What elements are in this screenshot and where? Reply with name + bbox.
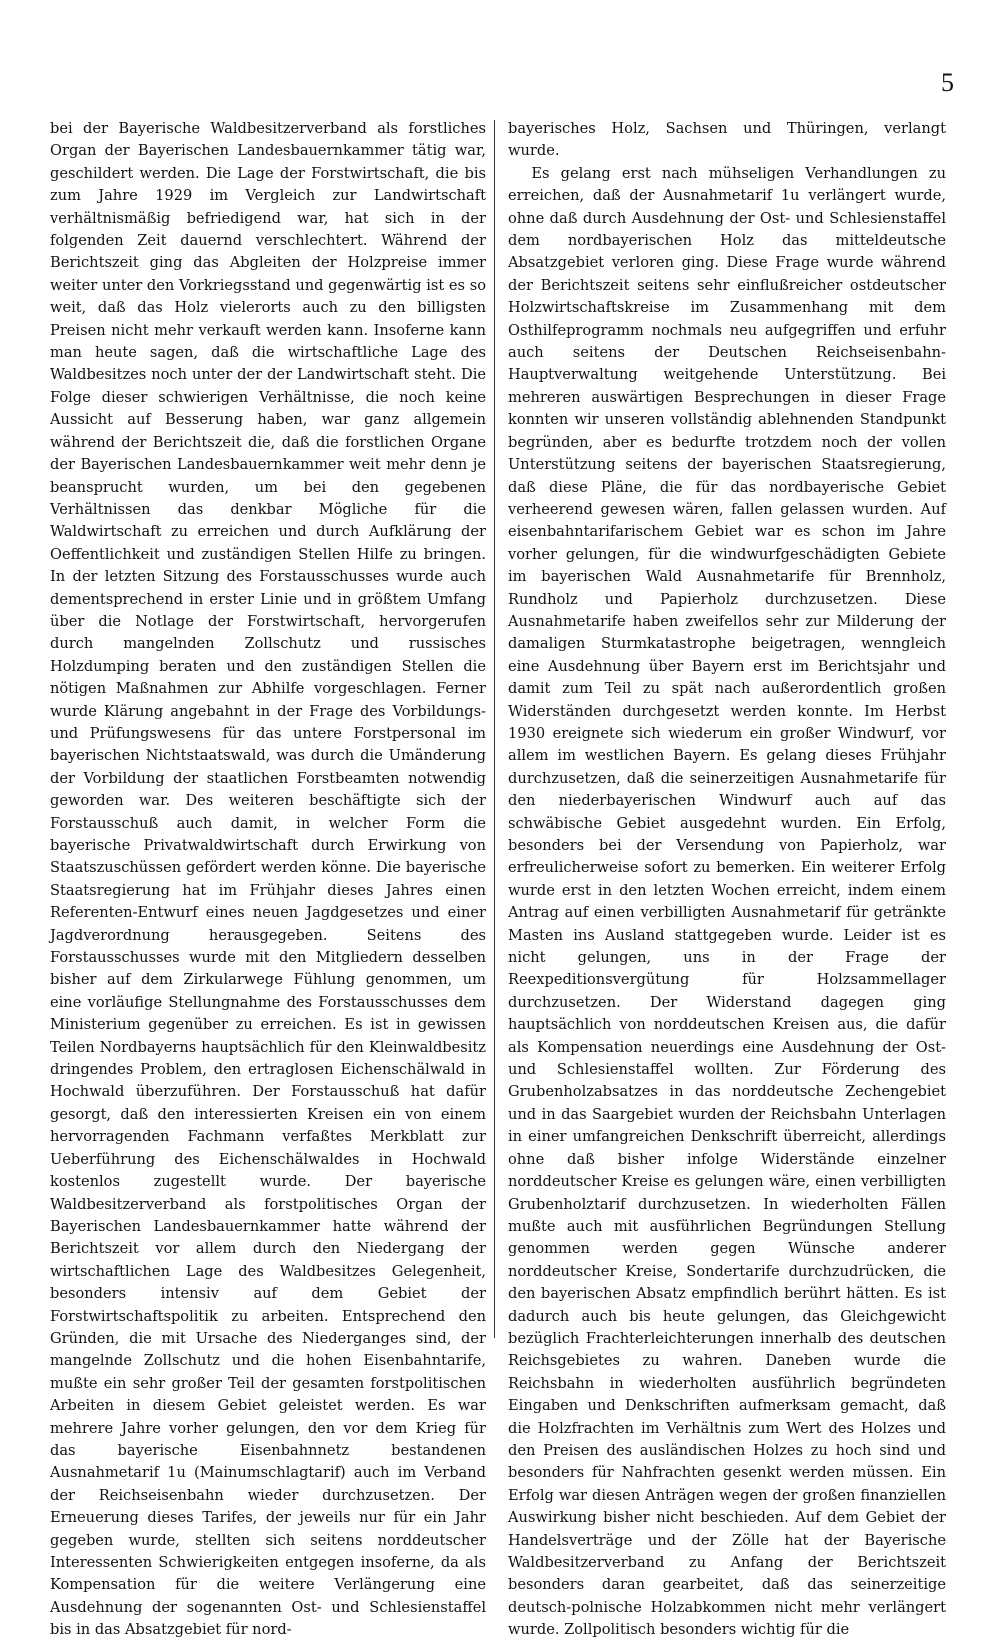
page-number: 5: [941, 68, 954, 97]
right-paragraph-1: bayerisches Holz, Sachsen und Thüringen, verlangt wurde.: [508, 120, 946, 160]
right-text-column: [508, 118, 946, 1639]
right-paragraph-2: Es gelang erst nach mühseligen Verhandlungen zu erreichen, daß der Ausnahmetarif 1u verlängert wurde, ohne daß durch Ausdehnung der Ost- und Schlesienstaffel dem nordbayerischen Holz das mitteldeutsche Absatzgebiet verloren ging. Diese Frage wurde während der Berichtszeit seitens sehr einflußreicher ostdeutscher Holzwirtschaftskreise im Zusammenhang mit dem Osthilfeprogramm nochmals neu aufgegriffen und erfuhr auch seitens der Deutschen Reichseisenbahn-Hauptverwaltung weitgehende Unterstützung. Bei mehreren auswärtigen Besprechungen in dieser Frage konnten wir unseren vollständig ablehnenden Standpunkt begründen, aber es bedurfte trotzdem noch der vollen Unterstützung seitens der bayerischen Staatsregierung, daß diese Pläne, die für das nordbayerische Gebiet verheerend gewesen wären, fallen gelassen wurden. Auf eisenbahntarifarischem Gebiet war es schon im Jahre vorher gelungen, für die windwurfgeschädigten Gebiete im bayerischen Wald Ausnahmetarife für Brennholz, Rundholz und Papierholz durchzusetzen. Diese Ausnahmetarife haben zweifellos sehr zur Milderung der damaligen Sturmkatastrophe beigetragen, wenngleich eine Ausdehnung über Bayern erst im Berichtsjahr und damit zum Teil zu spät nach außerordentlich großen Widerständen durchgesetzt werden konnte. Im Herbst 1930 ereignete sich wiederum ein großer Windwurf, vor allem im westlichen Bayern. Es gelang dieses Frühjahr durchzusetzen, daß die seinerzeitigen Ausnahmetarife für den niederbayerischen Windwurf auch auf das schwäbische Gebiet ausgedehnt wurden. Ein Erfolg, besonders bei der Versendung von Papierholz, war erfreulicherweise sofort zu bemerken. Ein weiterer Erfolg wurde erst in den letzten Wochen erreicht, indem einem Antrag auf einen verbilligten Ausnahmetarif für getränkte Masten ins Ausland stattgegeben wurde. Leider ist es nicht gelungen, uns in der Frage der Reexpeditionsvergütung für Holzsammellager durchzusetzen. Der Widerstand dagegen ging hauptsächlich von norddeutschen Kreisen aus, die dafür als Kompensation neuerdings eine Ausdehnung der Ost- und Schlesienstaffel wollten. Zur Förderung des Grubenholzabsatzes in das norddeutsche Zechengebiet und in das Saargebiet wurden der Reichsbahn Unterlagen in einer umfangreichen Denkschrift überreicht, allerdings ohne daß bisher infolge Widerstände einzelner norddeutscher Kreise es gelungen wäre, einen verbilligten Grubenholztarif durchzusetzen. In wiederholten Fällen mußte auch mit ausführlichen Begründungen Stellung genommen werden gegen Wünsche anderer norddeutscher Kreise, Sondertarife durchzudrücken, die den bayerischen Absatz empfindlich berührt hätten. Es ist dadurch auch bis heute gelungen, das Gleichgewicht bezüglich Frachterleichterungen innerhalb des deutschen Reichsgebietes zu wahren. Daneben wurde die Reichsbahn in wiederholten ausführlich begründeten Eingaben und Denkschriften aufmerksam gemacht, daß die Holzfrachten im Verhältnis zum Wert des Holzes und den Preisen des ausländischen Holzes zu hoch sind und besonders für Nahfrachten gesenkt werden müssen. Ein Erfolg war diesen Anträgen wegen der großen finanziellen Auswirkung bisher nicht beschieden. Auf dem Gebiet der Handelsverträge und der Zölle hat der Bayerische Waldbesitzerverband zu Anfang der Berichtszeit besonders daran gearbeitet, daß das seinerzeitige deutsch-polnische Holzabkommen nicht mehr verlängert wurde. Zollpolitisch besonders wichtig für die: [508, 164, 946, 1639]
column-divider: [494, 120, 495, 1338]
left-text-column: [50, 118, 486, 1639]
left-paragraph-1: bei der Bayerische Waldbesitzerverband als forstliches Organ der Bayerischen Landesbauernkammer tätig war, geschildert werden. Die Lage der Forstwirtschaft, die bis zum Jahre 1929 im Vergleich zur Landwirtschaft verhältnismäßig befriedigend war, hat sich in der folgenden Zeit dauernd verschlechtert. Während der Berichtszeit ging das Abgleiten der Holzpreise immer weiter unter den Vorkriegsstand und gegenwärtig ist es so weit, daß das Holz vielerorts auch zu den billigsten Preisen nicht mehr verkauft werden kann. Insoferne kann man heute sagen, daß die wirtschaftliche Lage des Waldbesitzes noch unter der der Landwirtschaft steht. Die Folge dieser schwierigen Verhältnisse, die noch keine Aussicht auf Besserung haben, war ganz allgemein während der Berichtszeit die, daß die forstlichen Organe der Bayerischen Landesbauernkammer weit mehr denn je beansprucht wurden, um bei den gegebenen Verhältnissen das denkbar Mögliche für die Waldwirtschaft zu erreichen und durch Aufklärung der Oeffentlichkeit und zuständigen Stellen Hilfe zu bringen. In der letzten Sitzung des Forstausschusses wurde auch dementsprechend in erster Linie und in größtem Umfang über die Notlage der Forstwirtschaft, hervorgerufen durch mangelnden Zollschutz und russisches Holzdumping beraten und den zuständigen Stellen die nötigen Maßnahmen zur Abhilfe vorgeschlagen. Ferner wurde Klärung angebahnt in der Frage des Vorbildungs- und Prüfungswesens für das untere Forstpersonal im bayerischen Nichtstaatswald, was durch die Umänderung der Vorbildung der staatlichen Forstbeamten notwendig geworden war. Des weiteren beschäftigte sich der Forstausschuß auch damit, in welcher Form die bayerische Privatwaldwirtschaft durch Erwirkung von Staatszuschüssen gefördert werden könne. Die bayerische Staatsregierung hat im Frühjahr dieses Jahres einen Referenten-Entwurf eines neuen Jagdgesetzes und einer Jagdverordnung herausgegeben. Seitens des Forstausschusses wurde mit den Mitgliedern desselben bisher auf dem Zirkularwege Fühlung genommen, um eine vorläufige Stellungnahme des Forstausschusses dem Ministerium gegenüber zu erreichen. Es ist in gewissen Teilen Nordbayerns hauptsächlich für den Kleinwaldbesitz dringendes Problem, den ertraglosen Eichenschälwald in Hochwald überzuführen. Der Forstausschuß hat dafür gesorgt, daß den interessierten Kreisen ein von einem hervorragenden Fachmann verfaßtes Merkblatt zur Ueberführung des Eichenschälwaldes in Hochwald kostenlos zugestellt wurde. Der bayerische Waldbesitzerverband als forstpolitisches Organ der Bayerischen Landesbauernkammer hatte während der Berichtszeit vor allem durch den Niedergang der wirtschaftlichen Lage des Waldbesitzes Gelegenheit, besonders intensiv auf dem Gebiet der Forstwirtschaftspolitik zu arbeiten. Entsprechend den Gründen, die mit Ursache des Niederganges sind, der mangelnde Zollschutz und die hohen Eisenbahntarife, mußte ein sehr großer Teil der gesamten forstpolitischen Arbeiten in diesem Gebiet geleistet werden. Es war mehrere Jahre vorher gelungen, den vor dem Krieg für das bayerische Eisenbahnnetz bestandenen Ausnahmetarif 1u (Mainumschlagtarif) auch im Verband der Reichseisenbahn wieder durchzusetzen. Der Erneuerung dieses Tarifes, der jeweils nur für ein Jahr gegeben wurde, stellten sich seitens norddeutscher Interessenten Schwierigkeiten entgegen insoferne, da als Kompensation für die weitere Verlängerung eine Ausdehnung der sogenannten Ost- und Schlesienstaffel bis in das Absatzgebiet für nord-: [50, 120, 486, 1639]
